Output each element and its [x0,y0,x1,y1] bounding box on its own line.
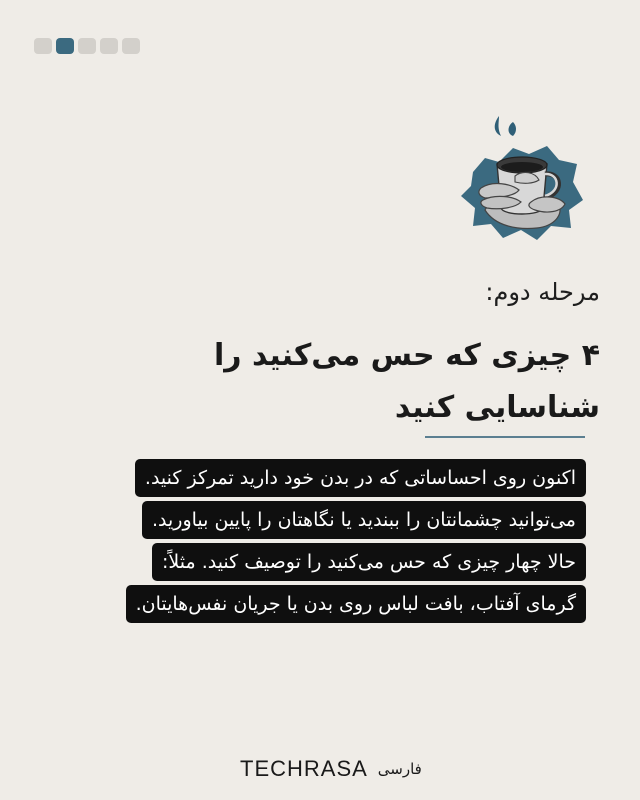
progress-indicator [34,38,140,54]
headline-line-1: ۴ چیزی که حس می‌کنید را [214,338,600,373]
divider [425,436,585,438]
headline-line-2: شناسایی کنید [394,390,600,425]
progress-dot [122,38,140,54]
headline [180,330,600,434]
brand-language: فارسی [377,760,422,778]
brand-logo [240,756,422,782]
body-text [126,459,586,623]
progress-dot-active [56,38,74,54]
progress-dot [100,38,118,54]
body-line: گرمای آفتاب، بافت لباس روی بدن یا جریان نفس‌هایتان. [126,585,586,623]
hands-holding-mug-icon [455,110,585,250]
body-line: می‌توانید چشمانتان را ببندید یا نگاهتان را پایین بیاورید. [142,501,586,539]
progress-dot [78,38,96,54]
body-line: حالا چهار چیزی که حس می‌کنید را توصیف کنید. مثلاً: [152,543,586,581]
brand-name: TECHRASA [240,756,368,781]
step-label: مرحله دوم: [485,278,600,306]
progress-dot [34,38,52,54]
body-line: اکنون روی احساساتی که در بدن خود دارید تمرکز کنید. [135,459,586,497]
